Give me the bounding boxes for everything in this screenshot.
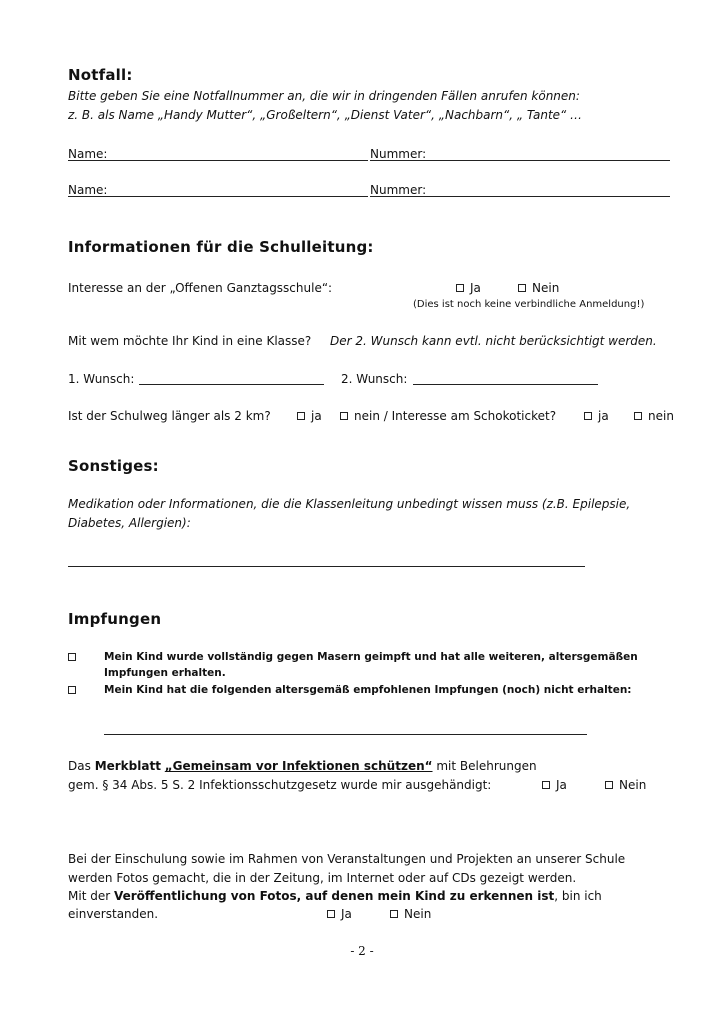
impfungen-field[interactable] (104, 734, 587, 735)
impfung-option1-line2: Impfungen erhalten. (104, 667, 226, 679)
fotos-line1: Bei der Einschulung sowie im Rahmen von Veranstaltungen und Projekten an unserer Schule (68, 852, 626, 866)
medikation-line2: Diabetes, Allergien): (68, 516, 191, 530)
schulweg-question: Ist der Schulweg länger als 2 km? (68, 409, 271, 423)
checkbox-icon[interactable] (518, 284, 526, 292)
medikation-line1: Medikation oder Informationen, die die Klassenleitung unbedingt wissen muss (z.B. Epilepsie, (68, 497, 631, 511)
sonstiges-heading: Sonstiges: (68, 457, 159, 475)
checkbox-icon[interactable] (605, 781, 613, 789)
schulweg-nein-schoko-option[interactable]: nein / Interesse am Schokoticket? (340, 409, 556, 423)
klasse-question: Mit wem möchte Ihr Kind in eine Klasse? (68, 334, 312, 348)
wunsch2-label: 2. Wunsch: (341, 372, 408, 386)
notfall-nummer-label-1: Nummer: (370, 147, 427, 161)
ganztag-ja-option[interactable]: Ja (456, 281, 481, 295)
impfung-option2-text: Mein Kind hat die folgenden altersgemäß empfohlenen Impfungen (noch) nicht erhalten: (104, 684, 632, 696)
checkbox-icon[interactable] (390, 910, 398, 918)
notfall-intro-line2: z. B. als Name „Handy Mutter“, „Großeltern“, „Dienst Vater“, „Nachbarn“, „ Tante“ … (68, 108, 583, 122)
checkbox-icon[interactable] (456, 284, 464, 292)
notfall-name-field-2[interactable] (68, 196, 368, 197)
merkblatt-title: „Gemeinsam vor Infektionen schützen“ (164, 759, 433, 773)
ganztag-note: (Dies ist noch keine verbindliche Anmeldung!) (413, 299, 645, 310)
schulleitung-heading: Informationen für die Schulleitung: (68, 238, 374, 256)
merkblatt-nein-option[interactable]: Nein (605, 778, 646, 792)
impfung-option2-checkbox-icon[interactable] (68, 686, 76, 694)
fotos-ja-option[interactable]: Ja (327, 907, 352, 921)
impfung-option1-checkbox-icon[interactable] (68, 653, 76, 661)
schulweg-ja-option[interactable]: ja (297, 409, 322, 423)
fotos-nein-option[interactable]: Nein (390, 907, 431, 921)
notfall-name-label-2: Name: (68, 183, 108, 197)
ganztag-question: Interesse an der „Offenen Ganztagsschule“: (68, 281, 333, 295)
fotos-line4: einverstanden. (68, 907, 159, 921)
notfall-nummer-field-2[interactable] (370, 196, 670, 197)
checkbox-icon[interactable] (584, 412, 592, 420)
checkbox-icon[interactable] (340, 412, 348, 420)
notfall-nummer-field-1[interactable] (370, 160, 670, 161)
klasse-note: Der 2. Wunsch kann evtl. nicht berücksichtigt werden. (330, 334, 657, 348)
checkbox-icon[interactable] (327, 910, 335, 918)
notfall-nummer-label-2: Nummer: (370, 183, 427, 197)
impfungen-heading: Impfungen (68, 610, 162, 628)
wunsch2-field[interactable] (413, 384, 598, 385)
checkbox-icon[interactable] (542, 781, 550, 789)
notfall-heading: Notfall: (68, 66, 133, 84)
impfung-option1-line1: Mein Kind wurde vollständig gegen Masern geimpft und hat alle weiteren, altersgemäßen (104, 651, 638, 663)
fotos-line2: werden Fotos gemacht, die in der Zeitung, im Internet oder auf CDs gezeigt werden. (68, 871, 577, 885)
wunsch1-label: 1. Wunsch: (68, 372, 135, 386)
schoko-ja-option[interactable]: ja (584, 409, 609, 423)
ganztag-nein-option[interactable]: Nein (518, 281, 559, 295)
medikation-field[interactable] (68, 566, 585, 567)
checkbox-icon[interactable] (297, 412, 305, 420)
schoko-nein-option[interactable]: nein (634, 409, 674, 423)
wunsch1-field[interactable] (139, 384, 324, 385)
merkblatt-line2: gem. § 34 Abs. 5 S. 2 Infektionsschutzgesetz wurde mir ausgehändigt: (68, 778, 492, 792)
fotos-line3: Mit der Veröffentlichung von Fotos, auf denen mein Kind zu erkennen ist, bin ich (68, 889, 602, 903)
merkblatt-line1: Das Merkblatt „Gemeinsam vor Infektionen schützen“ mit Belehrungen (68, 759, 537, 773)
notfall-name-label-1: Name: (68, 147, 108, 161)
notfall-name-field-1[interactable] (68, 160, 368, 161)
checkbox-icon[interactable] (634, 412, 642, 420)
page-number: - 2 - (350, 944, 374, 958)
merkblatt-ja-option[interactable]: Ja (542, 778, 567, 792)
notfall-intro-line1: Bitte geben Sie eine Notfallnummer an, die wir in dringenden Fällen anrufen können: (68, 89, 580, 103)
fotos-consent-emphasis: Veröffentlichung von Fotos, auf denen mein Kind zu erkennen ist (113, 889, 555, 903)
